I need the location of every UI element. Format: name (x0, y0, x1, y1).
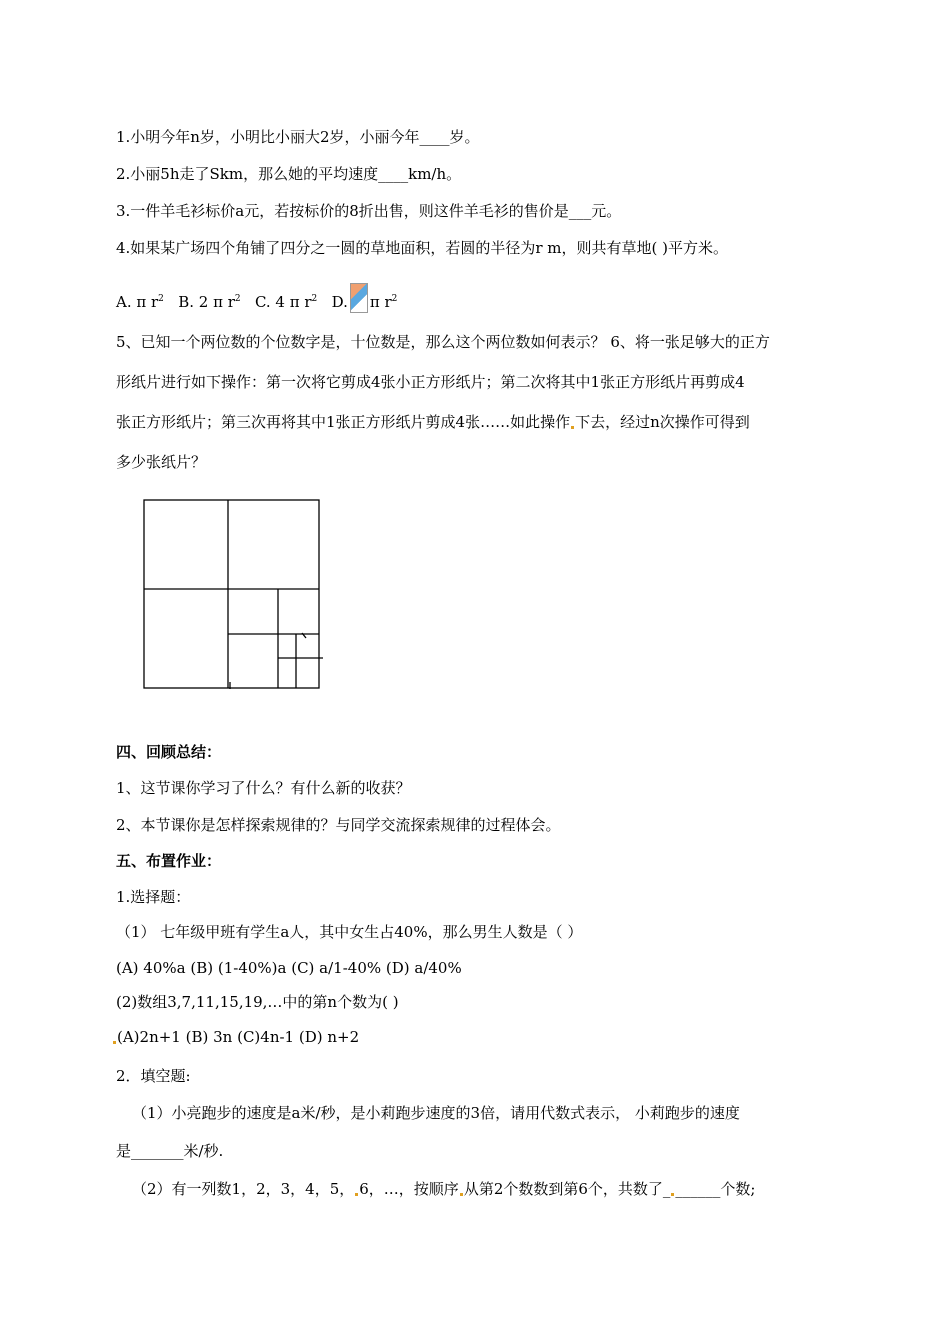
square-cutting-diagram (140, 496, 330, 692)
mark-icon (571, 426, 574, 429)
question-5-line-4: 多少张纸片？ (116, 453, 207, 471)
choice-question-2: (2)数组3,7,11,15,19,…中的第n个数为( ) (116, 993, 399, 1011)
mark-icon (355, 1193, 358, 1196)
question-5-line-2: 形纸片进行如下操作：第一次将它剪成4张小正方形纸片；第二次将其中1张正方形纸片再剪成4 (116, 373, 745, 391)
fill-question-1-line-2: 是_______米/秒. (116, 1142, 224, 1160)
choice-question-2-options: (A)2n+1 (B) 3n (C)4n-1 (D) n+2 (112, 1027, 359, 1047)
choice-question-1-options: (A) 40%a (B) (1-40%)a (C) a/1-40% (D) a/40% (116, 959, 462, 977)
question-5-line-3: 张正方形纸片；第三次再将其中1张正方形纸片剪成4张……如此操作 下去，经过n次操作可得到 (116, 413, 750, 431)
section-4-title: 四、回顾总结： (116, 743, 222, 761)
choice-question-1: （1） 七年级甲班有学生a人，其中女生占40%，那么男生人数是（ ） (116, 923, 583, 941)
fill-title: 2．填空题: (116, 1067, 191, 1085)
option-c: C. 4 π $r^2$ (254, 293, 318, 311)
question-1: 1.小明今年n岁，小明比小丽大2岁，小丽今年____岁。 (116, 128, 480, 146)
question-2: 2.小丽5h走了Skm，那么她的平均速度____km/h。 (116, 165, 462, 183)
question-4: 4.如果某广场四个角铺了四分之一圆的草地面积，若圆的半径为r m，则共有草地( )平方米。 (116, 239, 728, 257)
option-d: D. π $r^2$ (332, 293, 398, 311)
option-b: B. 2 π $r^2$ (178, 293, 241, 311)
question-3: 3.一件羊毛衫标价a元，若按标价的8折出售，则这件羊毛衫的售价是___元。 (116, 202, 622, 220)
choice-title: 1.选择题： (116, 888, 191, 906)
option-a: A. π $r^2$ (116, 293, 164, 311)
question-4-options (116, 283, 397, 313)
section-4-item-2: 2、本节课你是怎样探索规律的？与同学交流探索规律的过程体会。 (116, 816, 561, 834)
section-5-title: 五、布置作业： (116, 852, 222, 870)
mark-icon (460, 1193, 463, 1196)
mark-icon (671, 1193, 674, 1196)
fill-question-1-line-1: （1）小亮跑步的速度是a米/秒，是小莉跑步速度的3倍，请用代数式表示， 小莉跑步的速度 (132, 1104, 740, 1122)
fraction-image-icon (350, 283, 368, 313)
section-4-item-1: 1、这节课你学习了什么？有什么新的收获？ (116, 779, 411, 797)
mark-icon (113, 1041, 116, 1044)
fill-question-2: （2）有一列数1，2，3，4，5， 6，…，按顺序 从第2个数数到第6个，共数了_ ______个数; (132, 1180, 756, 1198)
question-5-line-1: 5、已知一个两位数的个位数字是，十位数是，那么这个两位数如何表示？ 6、将一张足够大的正方 (116, 333, 770, 351)
